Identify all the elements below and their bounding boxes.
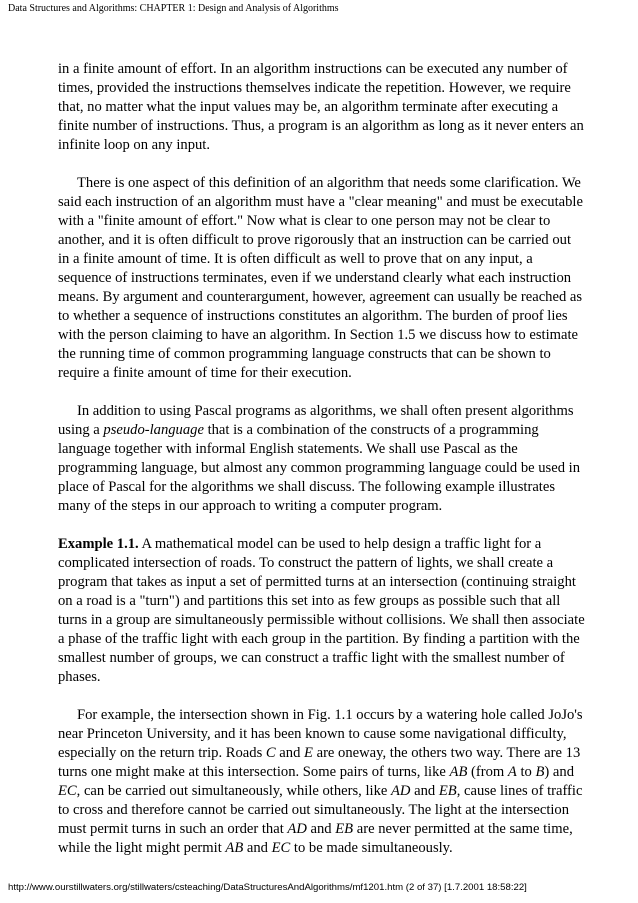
p5-text: to be made simultaneously. [290,840,453,856]
paragraph-5 [58,706,585,858]
turn-eb: EB [438,783,457,799]
p5-text: and [306,821,336,837]
page-footer-url: http://www.ourstillwaters.org/stillwaters/csteaching/DataStructuresAndAlgorithms/mf1201.htm (2 of 37) [1.7.2001 18:58:22] [8,882,527,893]
turn-ab: AB [225,840,244,856]
p5-text: are never permitted at the same time, while the light might permit [58,821,573,856]
turn-ab: AB [449,764,468,780]
p5-text: and [275,745,305,761]
paragraph-3-text-a: In addition to using Pascal programs as algorithms, we shall often present algorithms using a [58,403,574,438]
document-body [58,60,585,877]
paragraph-2 [58,174,585,383]
p5-text: are oneway, the others two way. There are 13 turns one might make at this intersection. Some pairs of turns, like [58,745,581,780]
turn-ad: AD [391,783,411,799]
road-c: C [265,745,276,761]
paragraph-1: in a finite amount of effort. In an algorithm instructions can be executed any number of times, provided the instructions themselves indicate the repetition. However, we require that, no matter what the input values may be, an algorithm terminate after executing a finite number of instructions. Thus, a program is an algorithm as long as it never enters an infinite loop on any input. [58,61,584,153]
road-e: E [304,745,313,761]
turn-eb: EB [335,821,354,837]
paragraph-3-text-b: that is a combination of the constructs of a programming language together with informal English statements. We shall use Pascal as the programming language, but almost any common programming language could be used in place of Pascal for the algorithms we shall discuss. The following example illustrates many of the steps in our approach to writing a computer program. [58,422,581,514]
p5-text: (from [467,764,508,780]
turn-ad: AD [287,821,307,837]
p5-text: , cause lines of traffic to cross and therefore cannot be carried out simultaneously. The light at the intersection must permit turns in such an order that [58,783,583,837]
page-header: Data Structures and Algorithms: CHAPTER 1: Design and Analysis of Algorithms [8,3,339,14]
p5-text: to [516,764,536,780]
road-a: A [507,764,517,780]
p5-text: and [410,783,439,799]
turn-ec: EC [58,783,77,799]
example-text: A mathematical model can be used to help design a traffic light for a complicated intersection of roads. To construct the pattern of lights, we shall create a program that takes as input a set of permitted turns at an intersection (continuing straight on a road is a "turn") and partitions this set into as few groups as possible such that all turns in a group are simultaneously permissible without collisions. We shall then associate a phase of the traffic light with each group in the partition. By finding a partition with the smallest number of groups, we can construct a traffic light with the smallest number of phases. [58,536,585,685]
example-paragraph [58,535,585,687]
road-b: B [535,764,545,780]
paragraph-3 [58,402,585,516]
turn-ec: EC [271,840,291,856]
p5-text: For example, the intersection shown in Fig. 1.1 occurs by a watering hole called JoJo's near Princeton University, and it has been known to cause some navigational difficulty, especially on the return trip. Roads [58,707,583,761]
p5-text: ) and [544,764,574,780]
paragraph-2-text: There is one aspect of this definition of an algorithm that needs some clarification. We said each instruction of an algorithm must have a "clear meaning" and must be executable with a "finite amount of effort." Now what is clear to one person may not be clear to another, and it is often difficult to prove rigorously that an instruction can be carried out in a finite amount of time. It is often difficult as well to prove that on any input, a sequence of instructions terminates, even if we understand clearly what each instruction means. By argument and counterargument, however, agreement can usually be reached as to whether a sequence of instructions constitutes an algorithm. The burden of proof lies with the person claiming to have an algorithm. In Section 1.5 we discuss how to estimate the running time of common programming language constructs that can be shown to require a finite amount of time for their execution. [58,175,583,381]
example-label: Example 1.1. [58,536,139,552]
p5-text: and [243,840,272,856]
pseudo-language-term: pseudo-language [103,422,204,438]
p5-text: , can be carried out simultaneously, while others, like [76,783,392,799]
